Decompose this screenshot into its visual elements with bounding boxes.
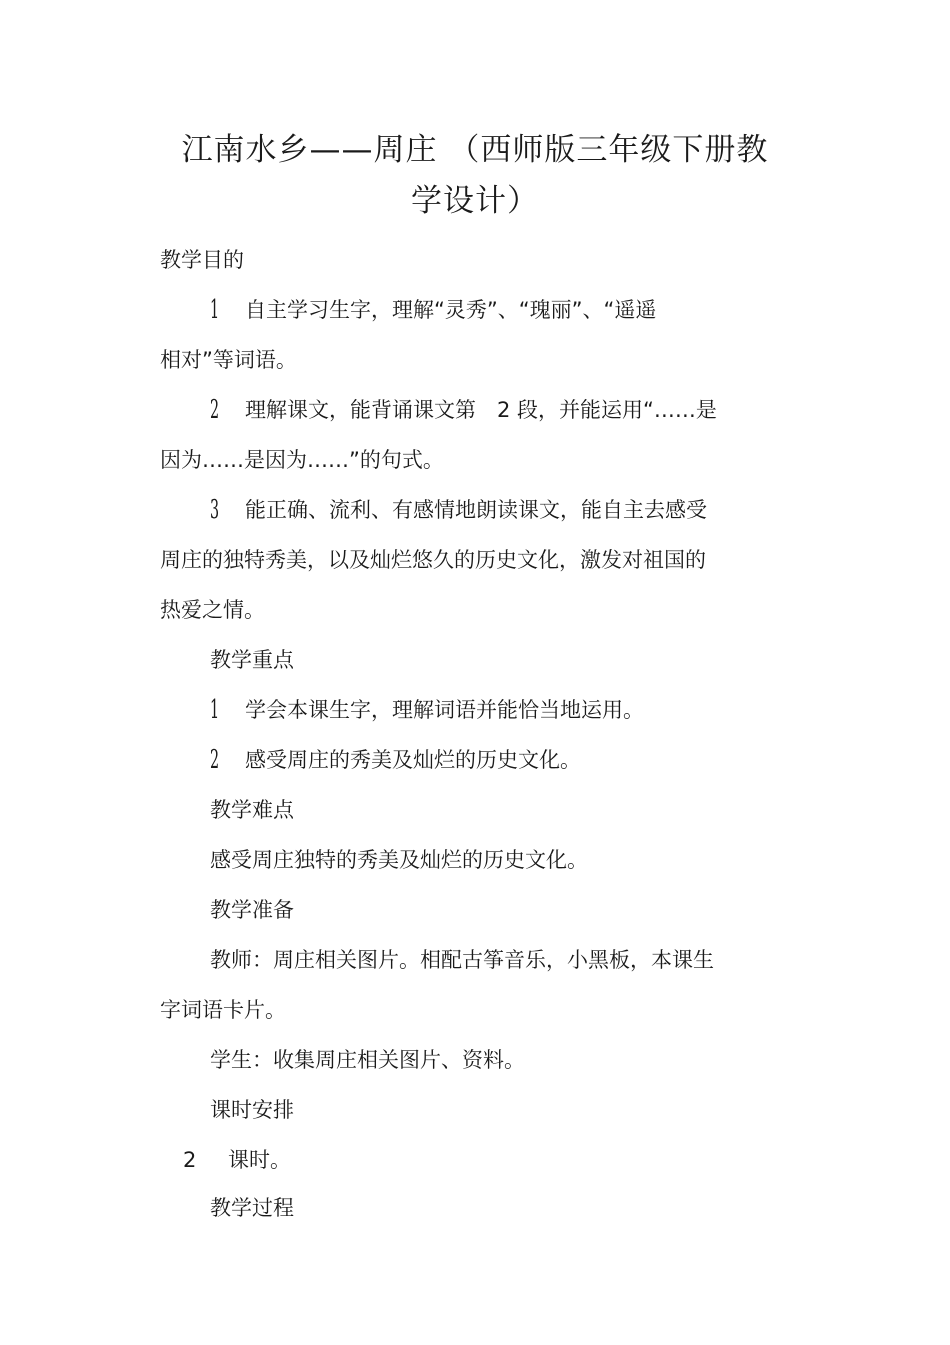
- goal2-text: 理解课文，能背诵课文第 2 段，并能运用“……是: [245, 398, 717, 422]
- goal1-number: 1: [210, 295, 220, 325]
- key2-number: 2: [210, 745, 220, 775]
- key-points-heading: 教学重点: [210, 648, 294, 672]
- document-title-line2: 学设计）: [411, 183, 539, 219]
- difficult-points-heading: 教学难点: [210, 798, 294, 822]
- preparation-teacher: 教师：周庄相关图片。相配古筝音乐，小黑板，本课生: [210, 948, 714, 972]
- preparation-student: 学生：收集周庄相关图片、资料。: [210, 1048, 525, 1072]
- goal1-text-cont: 相对”等词语。: [160, 348, 297, 372]
- preparation-heading: 教学准备: [210, 898, 294, 922]
- key1-text: 学会本课生字，理解词语并能恰当地运用。: [245, 698, 644, 722]
- goal2-text-cont: 因为……是因为……”的句式。: [160, 448, 444, 472]
- key1-number: 1: [210, 695, 220, 725]
- goal3-text-cont2: 热爱之情。: [160, 598, 265, 622]
- schedule-text: 课时。: [228, 1148, 291, 1172]
- schedule-number: 2: [183, 1148, 197, 1172]
- goal3-text: 能正确、流利、有感情地朗读课文，能自主去感受: [245, 498, 707, 522]
- goals-heading: 教学目的: [160, 248, 244, 272]
- difficult-points-text: 感受周庄独特的秀美及灿烂的历史文化。: [210, 848, 588, 872]
- schedule-heading: 课时安排: [210, 1098, 294, 1122]
- process-heading: 教学过程: [210, 1196, 294, 1220]
- document-title-line1: 江南水乡——周庄 （西师版三年级下册教: [181, 132, 769, 168]
- preparation-teacher-cont: 字词语卡片。: [160, 998, 286, 1022]
- goal3-text-cont: 周庄的独特秀美，以及灿烂悠久的历史文化，激发对祖国的: [160, 548, 706, 572]
- key2-text: 感受周庄的秀美及灿烂的历史文化。: [245, 748, 581, 772]
- goal3-number: 3: [210, 495, 220, 525]
- goal1-text: 自主学习生字，理解“灵秀”、“瑰丽”、“遥遥: [245, 298, 657, 322]
- goal2-number: 2: [210, 395, 220, 425]
